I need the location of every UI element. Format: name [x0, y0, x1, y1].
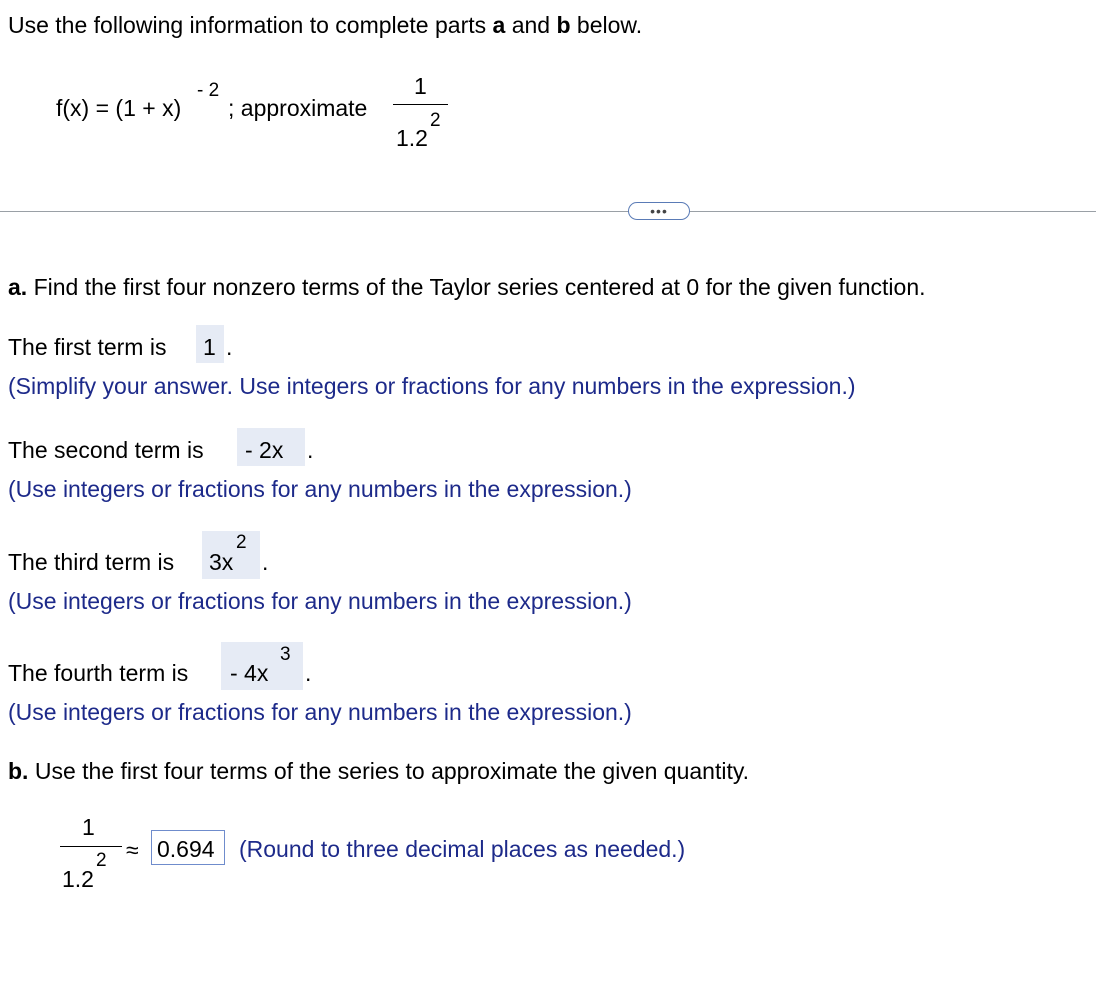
- fourth-term-hint: (Use integers or fractions for any numbers in the expression.): [8, 699, 632, 725]
- part-b-fraction-bar: [60, 846, 122, 847]
- third-term-hint: (Use integers or fractions for any numbers in the expression.): [8, 588, 632, 614]
- second-term-answer: - 2x: [245, 437, 284, 463]
- second-term-label: The second term is: [8, 437, 204, 463]
- second-term-hint: (Use integers or fractions for any numbers in the expression.): [8, 476, 632, 502]
- given-denominator-exponent: 2: [430, 110, 441, 131]
- instruction-text: Use the following information to complete parts a and b below.: [8, 12, 643, 38]
- first-term-answer: 1: [203, 334, 216, 360]
- first-term-label: The first term is: [8, 334, 167, 360]
- part-b-hint: (Round to three decimal places as needed.): [239, 836, 686, 862]
- part-b-denominator-exponent: 2: [96, 850, 107, 871]
- part-a-question: a. Find the first four nonzero terms of the Taylor series centered at 0 for the given function.: [8, 274, 926, 300]
- third-term-period: .: [262, 549, 269, 575]
- approx-symbol: ≈: [126, 837, 139, 863]
- given-fraction-numerator: 1: [414, 73, 427, 99]
- part-b-answer: 0.694: [157, 836, 215, 862]
- section-divider: [0, 211, 1096, 212]
- more-options-button[interactable]: •••: [628, 202, 690, 220]
- function-definition: f(x) = (1 + x): [56, 95, 182, 121]
- approximate-label: ; approximate: [228, 95, 368, 121]
- third-term-answer: 3x: [209, 549, 234, 575]
- first-term-period: .: [226, 334, 233, 360]
- third-term-label: The third term is: [8, 549, 175, 575]
- function-exponent: - 2: [197, 80, 220, 101]
- part-b-fraction-denominator: 1.2: [62, 866, 94, 892]
- given-fraction-denominator: 1.2: [396, 125, 428, 151]
- fourth-term-period: .: [305, 660, 312, 686]
- fourth-term-answer: - 4x: [230, 660, 269, 686]
- first-term-hint: (Simplify your answer. Use integers or fractions for any numbers in the expression.): [8, 373, 856, 399]
- third-term-exponent: 2: [236, 532, 247, 553]
- fourth-term-label: The fourth term is: [8, 660, 189, 686]
- fourth-term-exponent: 3: [280, 644, 291, 665]
- second-term-period: .: [307, 437, 314, 463]
- part-b-fraction-numerator: 1: [82, 814, 95, 840]
- given-fraction-bar: [393, 104, 448, 105]
- part-b-question: b. Use the first four terms of the series to approximate the given quantity.: [8, 758, 750, 784]
